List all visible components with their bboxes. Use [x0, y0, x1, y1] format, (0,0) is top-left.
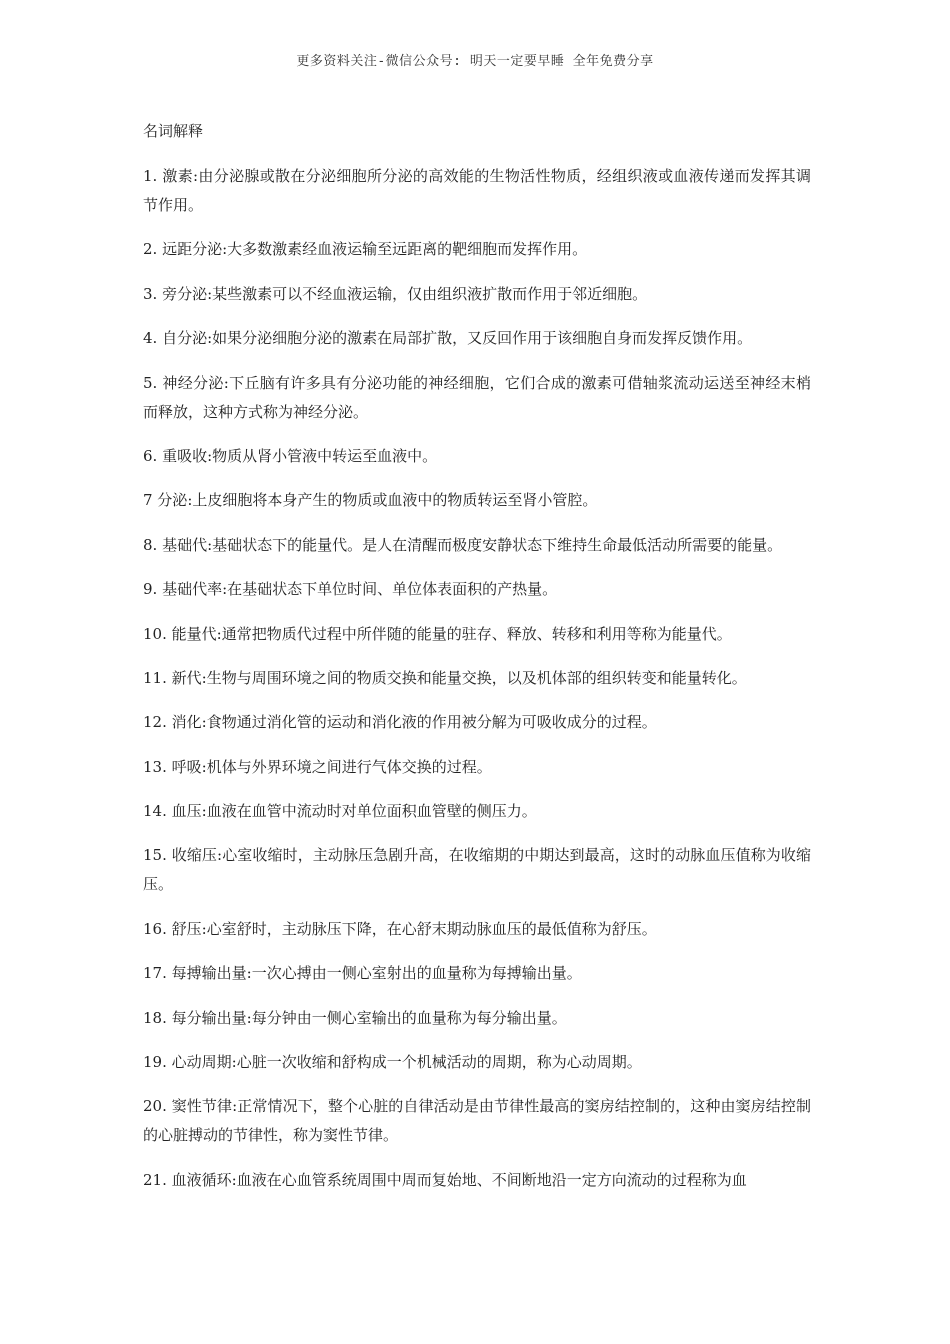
entry-term: 9. 基础代率 [143, 580, 223, 599]
entry-definition: 食物通过消化管的运动和消化液的作用被分解为可吸收成分的过程。 [206, 713, 657, 732]
entry-definition: 生物与周围环境之间的物质交换和能量交换，以及机体部的组织转变和能量转化。 [206, 668, 747, 687]
definition-entry: 21. 血液循环:血液在心血管系统周围中周而复始地、不间断地沿一定方向流动的过程称为血 [143, 1170, 747, 1189]
entry-term: 14. 血压 [143, 802, 202, 821]
entry-definition: 心室收缩时，主动脉压急剧升高，在收缩期的中期达到最高，这时的动脉血压值称为收缩压。 [143, 846, 811, 894]
entry-term: 18. 每分输出量 [143, 1008, 247, 1027]
definition-entry: 10. 能量代:通常把物质代过程中所伴随的能量的驻存、释放、转移和利用等称为能量代。 [143, 624, 732, 643]
definition-entry: 11. 新代:生物与周围环境之间的物质交换和能量交换，以及机体部的组织转变和能量转化。 [143, 668, 747, 687]
definition-entry: 7 分泌:上皮细胞将本身产生的物质或血液中的物质转运至肾小管腔。 [143, 491, 598, 510]
entry-term: 7 分泌 [143, 491, 188, 510]
entry-term: 20. 窦性节律 [143, 1097, 233, 1116]
entry-term: 15. 收缩压 [143, 846, 218, 865]
entry-term: 3. 旁分泌 [143, 284, 208, 303]
entry-definition: 下丘脑有许多具有分泌功能的神经细胞，它们合成的激素可借轴浆流动运送至神经末梢而释放，这种方式称为神经分泌。 [143, 373, 811, 421]
entry-definition: 由分泌腺或散在分泌细胞所分泌的高效能的生物活性物质，经组织液或血液传递而发挥其调节作用。 [143, 167, 811, 214]
definition-entry: 19. 心动周期:心脏一次收缩和舒构成一个机械活动的周期，称为心动周期。 [143, 1053, 642, 1072]
entry-definition: 上皮细胞将本身产生的物质或血液中的物质转运至肾小管腔。 [192, 491, 598, 510]
entry-term: 16. 舒压 [143, 919, 202, 938]
entry-definition: 某些激素可以不经血液运输，仅由组织液扩散而作用于邻近细胞。 [212, 284, 648, 303]
entry-definition: 每分钟由一侧心室输出的血量称为每分输出量。 [251, 1008, 567, 1027]
entry-definition: 如果分泌细胞分泌的激素在局部扩散，又反回作用于该细胞自身而发挥反馈作用。 [212, 329, 753, 348]
entry-definition: 基础状态下的能量代。是人在清醒而极度安静状态下维持生命最低活动所需要的能量。 [212, 535, 783, 554]
document-content [143, 118, 811, 1210]
entry-term: 5. 神经分泌 [143, 373, 224, 392]
definition-entry: 16. 舒压:心室舒时，主动脉压下降，在心舒末期动脉血压的最低值称为舒压。 [143, 919, 657, 938]
definition-entry: 15. 收缩压:心室收缩时，主动脉压急剧升高，在收缩期的中期达到最高，这时的动脉血压值称为收缩压。 [143, 846, 811, 894]
entry-definition: 在基础状态下单位时间、单位体表面积的产热量。 [227, 580, 558, 599]
definition-entry: 5. 神经分泌:下丘脑有许多具有分泌功能的神经细胞，它们合成的激素可借轴浆流动运送至神经末梢而释放，这种方式称为神经分泌。 [143, 373, 811, 421]
entry-definition: 正常情况下，整个心脏的自律活动是由节律性最高的窦房结控制的，这种由窦房结控制的心脏搏动的节律性，称为窦性节律。 [143, 1097, 811, 1145]
definition-entry: 6. 重吸收:物质从肾小管液中转运至血液中。 [143, 446, 438, 465]
entry-term: 4. 自分泌 [143, 329, 208, 348]
section-title: 名词解释 [143, 122, 204, 140]
entry-definition: 心脏一次收缩和舒构成一个机械活动的周期，称为心动周期。 [236, 1053, 642, 1072]
entry-definition: 大多数激素经血液运输至远距离的靶细胞而发挥作用。 [227, 240, 588, 259]
entry-term: 8. 基础代 [143, 535, 208, 554]
entry-term: 17. 每搏输出量 [143, 964, 247, 983]
definition-entry: 12. 消化:食物通过消化管的运动和消化液的作用被分解为可吸收成分的过程。 [143, 713, 657, 732]
definition-entry: 9. 基础代率:在基础状态下单位时间、单位体表面积的产热量。 [143, 580, 558, 599]
definition-entry: 1. 激素:由分泌腺或散在分泌细胞所分泌的高效能的生物活性物质，经组织液或血液传递而发挥其调节作用。 [143, 167, 811, 214]
definition-entry: 8. 基础代:基础状态下的能量代。是人在清醒而极度安静状态下维持生命最低活动所需要的能量。 [143, 535, 783, 554]
entry-term: 6. 重吸收 [143, 446, 208, 465]
entry-definition: 心室舒时，主动脉压下降，在心舒末期动脉血压的最低值称为舒压。 [206, 919, 657, 938]
definition-entry: 3. 旁分泌:某些激素可以不经血液运输，仅由组织液扩散而作用于邻近细胞。 [143, 284, 648, 303]
definition-entry: 17. 每搏输出量:一次心搏由一侧心室射出的血量称为每搏输出量。 [143, 964, 582, 983]
definition-entry: 14. 血压:血液在血管中流动时对单位面积血管壁的侧压力。 [143, 802, 537, 821]
entry-term: 21. 血液循环 [143, 1170, 232, 1189]
entry-term: 11. 新代 [143, 668, 202, 687]
entry-term: 12. 消化 [143, 713, 202, 732]
entry-definition: 物质从肾小管液中转运至血液中。 [212, 446, 438, 465]
entry-definition: 血液在血管中流动时对单位面积血管壁的侧压力。 [206, 802, 537, 821]
entry-term: 2. 远距分泌 [143, 240, 223, 259]
definition-entry: 13. 呼吸:机体与外界环境之间进行气体交换的过程。 [143, 757, 492, 776]
definition-entry: 4. 自分泌:如果分泌细胞分泌的激素在局部扩散，又反回作用于该细胞自身而发挥反馈作用。 [143, 329, 753, 348]
definition-entry: 18. 每分输出量:每分钟由一侧心室输出的血量称为每分输出量。 [143, 1008, 567, 1027]
definition-entry: 20. 窦性节律:正常情况下，整个心脏的自律活动是由节律性最高的窦房结控制的，这种由窦房结控制的心脏搏动的节律性，称为窦性节律。 [143, 1097, 811, 1145]
definition-entry: 2. 远距分泌:大多数激素经血液运输至远距离的靶细胞而发挥作用。 [143, 240, 588, 259]
entry-definition: 一次心搏由一侧心室射出的血量称为每搏输出量。 [251, 964, 582, 983]
entry-term: 10. 能量代 [143, 624, 217, 643]
entry-term: 13. 呼吸 [143, 757, 202, 776]
entry-definition: 通常把物质代过程中所伴随的能量的驻存、释放、转移和利用等称为能量代。 [221, 624, 732, 643]
entry-definition: 机体与外界环境之间进行气体交换的过程。 [206, 757, 492, 776]
definition-list [143, 162, 811, 1195]
header-note: 更多资料关注-微信公众号: 明天一定要早睡 全年免费分享 [296, 54, 654, 69]
entry-term: 1. 激素 [143, 167, 194, 185]
entry-term: 19. 心动周期 [143, 1053, 232, 1072]
entry-definition: 血液在心血管系统周围中周而复始地、不间断地沿一定方向流动的过程称为血 [236, 1170, 747, 1189]
